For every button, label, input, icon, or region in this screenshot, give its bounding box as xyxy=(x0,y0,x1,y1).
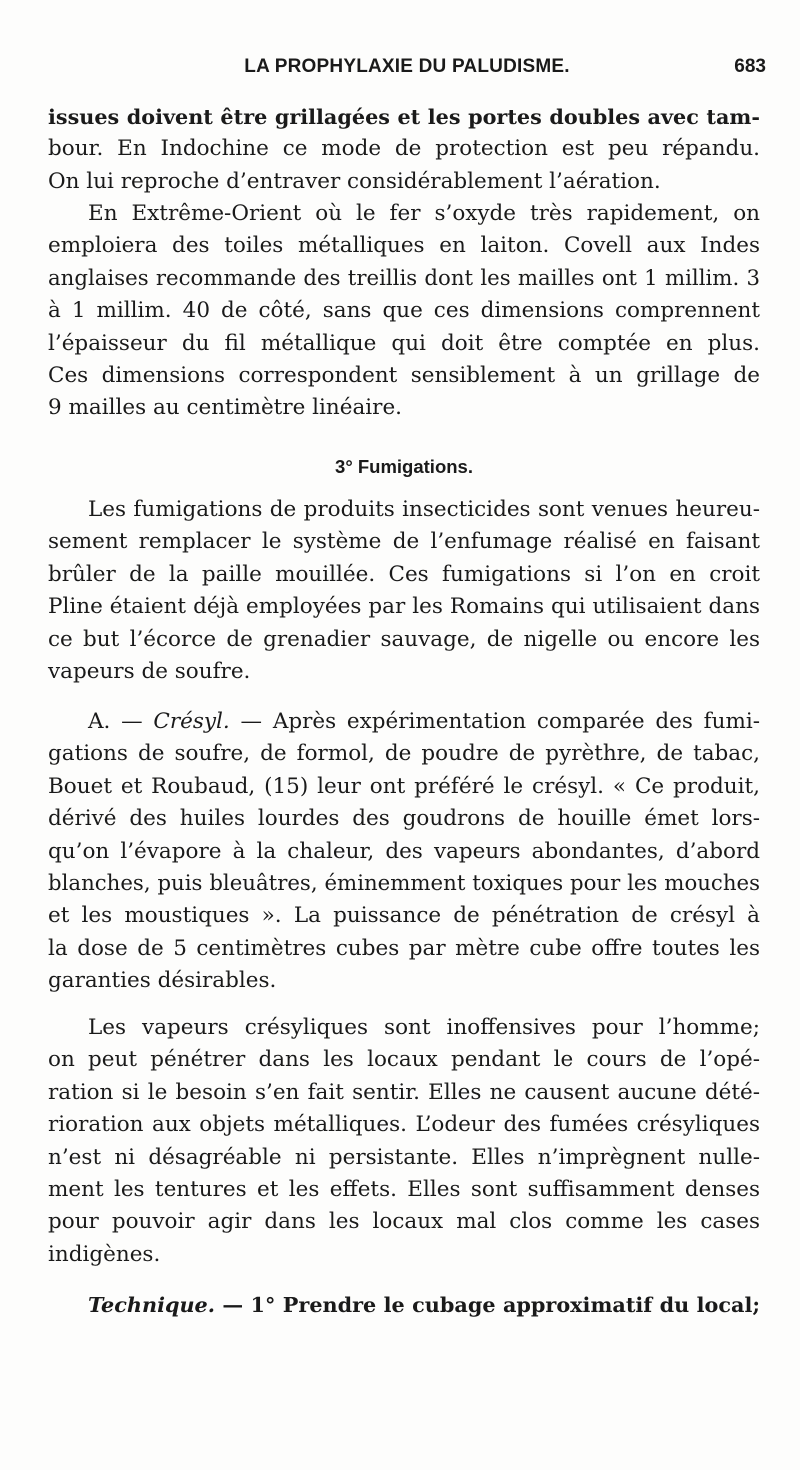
text-line: Pline étaient déjà employées par les Romains qui utilisaient dans xyxy=(48,594,760,620)
section-letter: A. — xyxy=(88,709,154,734)
section-heading: 3° Fumigations. xyxy=(335,456,473,477)
paragraph-extreme-orient xyxy=(48,198,760,425)
text-line: garanties désirables. xyxy=(48,968,277,994)
text-line: Bouet et Roubaud, (15) leur ont préféré le crésyl. « Ce produit, xyxy=(48,773,760,799)
text-line: 9 mailles au centimètre linéaire. xyxy=(48,395,403,421)
running-title: LA PROPHYLAXIE DU PALUDISME. xyxy=(244,56,570,77)
cresyl-term: Crésyl. xyxy=(153,709,230,734)
text-line: Les vapeurs crésyliques sont inoffensives pour l’homme; xyxy=(88,1015,760,1040)
text-line: on peut pénétrer dans les locaux pendant le cours de l’opé- xyxy=(48,1047,760,1073)
text-line xyxy=(48,1289,760,1321)
text-line: En Extrême-Orient où le fer s’oxyde très rapidement, on xyxy=(88,201,760,226)
text-line: bour. En Indochine ce mode de protection est peu répandu. xyxy=(48,136,760,162)
text-line: Les fumigations de produits insecticides sont venues heureu- xyxy=(88,497,760,522)
text-line: blanches, puis bleuâtres, éminemment toxiques pour les mouches xyxy=(48,870,760,896)
text-line: vapeurs de soufre. xyxy=(48,658,251,684)
paragraph-continuation xyxy=(48,101,760,198)
paragraph-technique xyxy=(48,1289,760,1321)
text-run: — 1° Prendre le cubage approximatif du local; xyxy=(214,1293,760,1317)
paragraph-vapeurs xyxy=(48,1012,760,1271)
text-line: ment les tentures et les effets. Elles sont suffisamment denses xyxy=(48,1176,760,1202)
text-line xyxy=(48,706,760,738)
text-line: Ces dimensions correspondent sensiblement à un grillage de xyxy=(48,362,760,388)
text-line: emploiera des toiles métalliques en laiton. Covell aux Indes xyxy=(48,233,760,259)
text-line: n’est ni désagréable ni persistante. Elles n’imprègnent nulle- xyxy=(48,1144,760,1170)
text-line: dérivé des huiles lourdes des goudrons de houille émet lors- xyxy=(48,806,760,832)
page-number: 683 xyxy=(734,56,766,77)
text-line: ration si le besoin s’en fait sentir. Elles ne causent aucune dété- xyxy=(48,1079,760,1105)
text-line: et les moustiques ». La puissance de pénétration de crésyl à xyxy=(48,903,760,929)
paragraph-cresyl xyxy=(48,706,760,998)
text-line: la dose de 5 centimètres cubes par mètre cube offre toutes les xyxy=(48,935,760,961)
text-run: — Après expérimentation comparée des fumi- xyxy=(229,709,760,734)
text-line: brûler de la paille mouillée. Ces fumigations si l’on en croit xyxy=(48,561,760,587)
text-line: On lui reproche d’entraver considérablement l’aération. xyxy=(48,168,661,194)
text-line: à 1 millim. 40 de côté, sans que ces dimensions comprennent xyxy=(48,298,760,324)
technique-term: Technique. xyxy=(88,1293,215,1317)
text-line: qu’on l’évapore à la chaleur, des vapeurs abondantes, d’abord xyxy=(48,838,760,864)
text-line: sement remplacer le système de l’enfumage réalisé en faisant xyxy=(48,529,760,555)
text-line: l’épaisseur du fil métallique qui doit être comptée en plus. xyxy=(48,330,760,356)
text-line: issues doivent être grillagées et les portes doubles avec tam- xyxy=(48,105,760,129)
text-line: indigènes. xyxy=(48,1241,161,1267)
running-head xyxy=(48,56,766,86)
text-line: pour pouvoir agir dans les locaux mal clos comme les cases xyxy=(48,1209,760,1235)
text-line: ce but l’écorce de grenadier sauvage, de nigelle ou encore les xyxy=(48,626,760,652)
text-line: gations de soufre, de formol, de poudre de pyrèthre, de tabac, xyxy=(48,741,760,767)
text-line: anglaises recommande des treillis dont les mailles ont 1 millim. 3 xyxy=(48,265,760,291)
text-line: rioration aux objets métalliques. L’odeur des fumées crésyliques xyxy=(48,1112,760,1138)
paragraph-fumigations xyxy=(48,494,760,688)
